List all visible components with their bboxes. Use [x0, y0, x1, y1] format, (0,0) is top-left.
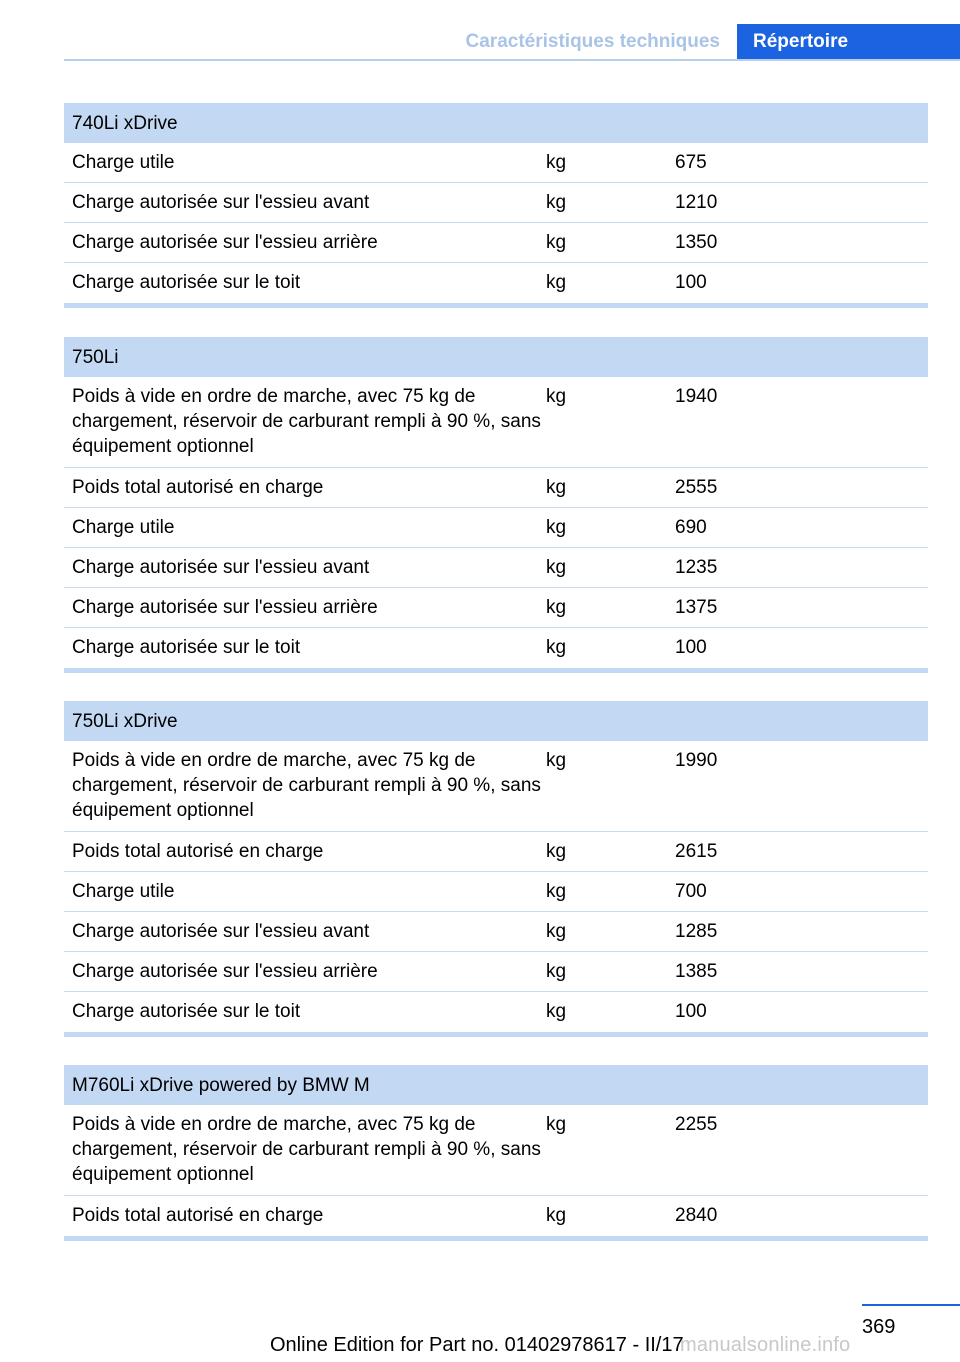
row-value: 2555: [675, 477, 718, 498]
row-value: 1990: [675, 750, 718, 771]
row-unit: kg: [546, 386, 567, 407]
table-row: [64, 377, 928, 468]
row-value: 1285: [675, 921, 718, 942]
spec-table-750li-xdrive: [64, 701, 928, 1037]
table-row: [64, 912, 928, 952]
section-title: Caractéristiques techniques: [465, 31, 720, 52]
table-row: [64, 183, 928, 223]
table-row: [64, 548, 928, 588]
table-title: 740Li xDrive: [64, 103, 928, 143]
table-row: [64, 992, 928, 1032]
footer-rule: [862, 1304, 960, 1306]
row-label: Charge autorisée sur l'essieu avant: [72, 192, 370, 213]
row-label: Charge autorisée sur l'essieu arrière: [72, 597, 378, 618]
spec-table-m760li-xdrive: [64, 1065, 928, 1241]
row-label: Charge autorisée sur le toit: [72, 637, 301, 658]
table-title: 750Li: [64, 337, 928, 377]
row-unit: kg: [546, 597, 567, 618]
table-row: [64, 832, 928, 872]
row-value: 2840: [675, 1205, 718, 1226]
table-row: [64, 872, 928, 912]
row-label: Charge autorisée sur l'essieu avant: [72, 557, 370, 578]
table-end-rule: [64, 303, 928, 308]
row-label: Poids total autorisé en charge: [72, 1205, 324, 1226]
table-row: [64, 628, 928, 668]
row-value: 2615: [675, 841, 718, 862]
row-label: Charge utile: [72, 881, 175, 902]
row-value: 1210: [675, 192, 718, 213]
row-label: Charge autorisée sur l'essieu arrière: [72, 232, 378, 253]
row-value: 1940: [675, 386, 718, 407]
row-label: Charge utile: [72, 152, 175, 173]
row-unit: kg: [546, 192, 567, 213]
row-label: Poids total autorisé en charge: [72, 841, 324, 862]
row-label: Charge autorisée sur l'essieu arrière: [72, 961, 378, 982]
row-label: Charge autorisée sur l'essieu avant: [72, 921, 370, 942]
row-value: 1350: [675, 232, 718, 253]
header-divider: [64, 59, 960, 61]
row-unit: kg: [546, 921, 567, 942]
table-row: [64, 508, 928, 548]
row-value: 1375: [675, 597, 718, 618]
row-value: 2255: [675, 1114, 718, 1135]
table-row: [64, 263, 928, 303]
row-label: Charge autorisée sur le toit: [72, 1001, 301, 1022]
table-row: [64, 223, 928, 263]
row-value: 690: [675, 517, 707, 538]
row-unit: kg: [546, 557, 567, 578]
table-end-rule: [64, 1236, 928, 1241]
watermark: manualsonline.info: [680, 1334, 851, 1356]
row-label: Charge autorisée sur le toit: [72, 272, 301, 293]
spec-table-750li: [64, 337, 928, 673]
table-end-rule: [64, 1032, 928, 1037]
table-row: [64, 741, 928, 832]
row-value: 700: [675, 881, 707, 902]
row-label: Poids à vide en ordre de marche, avec 75 kg de chargement, réservoir de carburant rempli à 90 %, sans équipement optionnel: [72, 386, 541, 457]
table-row: [64, 1105, 928, 1196]
row-unit: kg: [546, 841, 567, 862]
row-value: 1235: [675, 557, 718, 578]
row-label: Poids à vide en ordre de marche, avec 75 kg de chargement, réservoir de carburant rempli à 90 %, sans équipement optionnel: [72, 750, 541, 821]
table-row: [64, 952, 928, 992]
row-label: Charge utile: [72, 517, 175, 538]
row-unit: kg: [546, 750, 567, 771]
tab-repertoire[interactable]: Répertoire: [737, 24, 960, 61]
row-value: 1385: [675, 961, 718, 982]
row-unit: kg: [546, 272, 567, 293]
table-end-rule: [64, 668, 928, 673]
row-value: 100: [675, 637, 707, 658]
row-unit: kg: [546, 961, 567, 982]
row-unit: kg: [546, 881, 567, 902]
table-title: M760Li xDrive powered by BMW M: [64, 1065, 928, 1105]
row-unit: kg: [546, 1001, 567, 1022]
spec-table-740li-xdrive: [64, 103, 928, 308]
table-row: [64, 588, 928, 628]
table-row: [64, 143, 928, 183]
row-unit: kg: [546, 637, 567, 658]
table-title: 750Li xDrive: [64, 701, 928, 741]
row-value: 675: [675, 152, 707, 173]
row-unit: kg: [546, 1205, 567, 1226]
page-number: 369: [862, 1316, 896, 1338]
row-unit: kg: [546, 477, 567, 498]
row-value: 100: [675, 272, 707, 293]
row-label: Poids total autorisé en charge: [72, 477, 324, 498]
row-value: 100: [675, 1001, 707, 1022]
row-unit: kg: [546, 232, 567, 253]
row-unit: kg: [546, 1114, 567, 1135]
table-row: [64, 1196, 928, 1236]
edition-note: Online Edition for Part no. 01402978617 - II/17: [270, 1334, 684, 1356]
row-unit: kg: [546, 517, 567, 538]
table-row: [64, 468, 928, 508]
row-label: Poids à vide en ordre de marche, avec 75 kg de chargement, réservoir de carburant rempli à 90 %, sans équipement optionnel: [72, 1114, 541, 1185]
row-unit: kg: [546, 152, 567, 173]
